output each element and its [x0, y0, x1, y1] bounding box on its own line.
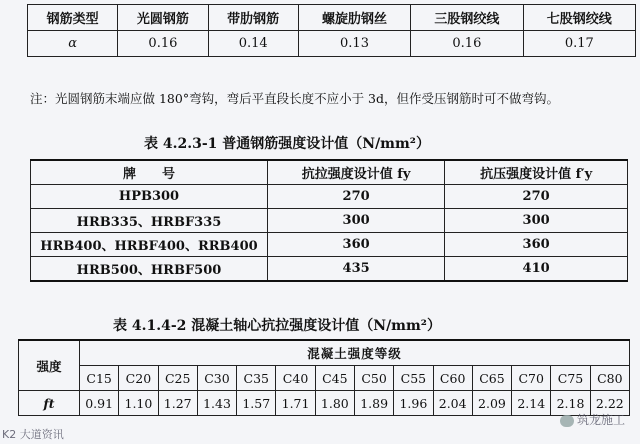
header-cell: 抗压强度设计值 f′y — [445, 160, 628, 185]
table-cell: 270 — [268, 185, 445, 209]
grade-cell: C35 — [237, 366, 276, 391]
row-label: α — [28, 31, 118, 57]
table-cell: 0.16 — [118, 31, 208, 57]
table-cell: 270 — [445, 185, 628, 209]
header-cell: 光圆钢筋 — [118, 5, 208, 31]
grade-cell: C20 — [119, 366, 158, 391]
value-cell: 2.09 — [472, 391, 511, 416]
grade-cell: C75 — [551, 366, 590, 391]
table-row — [31, 185, 628, 209]
value-cell: 1.71 — [276, 391, 315, 416]
row-header: 强度 — [19, 340, 80, 391]
header-cell: 钢筋类型 — [28, 5, 118, 31]
header-cell: 七股钢绞线 — [523, 5, 635, 31]
row-label: ft — [19, 391, 80, 416]
grade-cell: C30 — [197, 366, 236, 391]
table-cell: 410 — [445, 257, 628, 282]
header-cell: 三股钢绞线 — [411, 5, 523, 31]
table-row — [28, 31, 636, 57]
value-cell: 1.57 — [237, 391, 276, 416]
grade-cell: HPB300 — [31, 185, 268, 209]
grade-cell: C70 — [512, 366, 551, 391]
table-caption: 表 4.2.3-1 普通钢筋强度设计值（N/mm²） — [144, 136, 430, 152]
header-cell: 抗拉强度设计值 fy — [268, 160, 445, 185]
header-cell: 螺旋肋钢丝 — [298, 5, 410, 31]
value-cell: 1.89 — [354, 391, 393, 416]
table-header-row — [19, 340, 630, 366]
grade-cell: C45 — [315, 366, 354, 391]
watermark-left: K2 大道资讯 — [2, 428, 64, 441]
table-cell: 435 — [268, 257, 445, 282]
table-cell: 0.17 — [523, 31, 635, 57]
grade-cell: HRB500、HRBF500 — [31, 257, 268, 282]
wechat-icon — [560, 415, 574, 427]
grade-row — [19, 366, 630, 391]
header-cell: 牌 号 — [31, 160, 268, 185]
grade-cell: C80 — [590, 366, 629, 391]
grade-cell: C55 — [394, 366, 433, 391]
value-cell: 2.04 — [433, 391, 472, 416]
grade-cell: C50 — [354, 366, 393, 391]
value-cell: 1.43 — [197, 391, 236, 416]
watermark-text: 筑龙施工 — [577, 413, 626, 427]
grade-cell: C25 — [158, 366, 197, 391]
value-row — [19, 391, 630, 416]
table-cell: 300 — [445, 209, 628, 233]
group-header: 混凝土强度等级 — [80, 340, 630, 366]
table-cell: 360 — [268, 233, 445, 257]
value-cell: 2.22 — [590, 391, 629, 416]
table-note: 注：光圆钢筋末端应做 180°弯钩，弯后平直段长度不应小于 3d，但作受压钢筋时可不做弯钩。 — [30, 91, 560, 106]
value-cell: 1.80 — [315, 391, 354, 416]
steel-strength-table — [30, 159, 628, 282]
value-cell: 0.91 — [80, 391, 119, 416]
grade-cell: C65 — [472, 366, 511, 391]
table-cell: 0.16 — [411, 31, 523, 57]
value-cell: 1.27 — [158, 391, 197, 416]
table-row — [31, 257, 628, 282]
value-cell: 1.96 — [394, 391, 433, 416]
table-cell: 0.14 — [208, 31, 298, 57]
grade-cell: HRB335、HRBF335 — [31, 209, 268, 233]
table-cell: 300 — [268, 209, 445, 233]
table-caption: 表 4.1.4-2 混凝土轴心抗拉强度设计值（N/mm²） — [113, 318, 441, 334]
watermark-right — [560, 411, 625, 428]
bar-alpha-table — [27, 4, 636, 57]
table-cell: 360 — [445, 233, 628, 257]
table-header-row — [28, 5, 636, 31]
grade-cell: C40 — [276, 366, 315, 391]
grade-cell: C15 — [80, 366, 119, 391]
grade-cell: C60 — [433, 366, 472, 391]
value-cell: 2.14 — [512, 391, 551, 416]
table-header-row — [31, 160, 628, 185]
header-cell: 带肋钢筋 — [208, 5, 298, 31]
table-row — [31, 209, 628, 233]
grade-cell: HRB400、HRBF400、RRB400 — [31, 233, 268, 257]
value-cell: 1.10 — [119, 391, 158, 416]
table-cell: 0.13 — [298, 31, 410, 57]
concrete-strength-table — [18, 339, 630, 416]
value-cell: 2.18 — [551, 391, 590, 416]
table-row — [31, 233, 628, 257]
